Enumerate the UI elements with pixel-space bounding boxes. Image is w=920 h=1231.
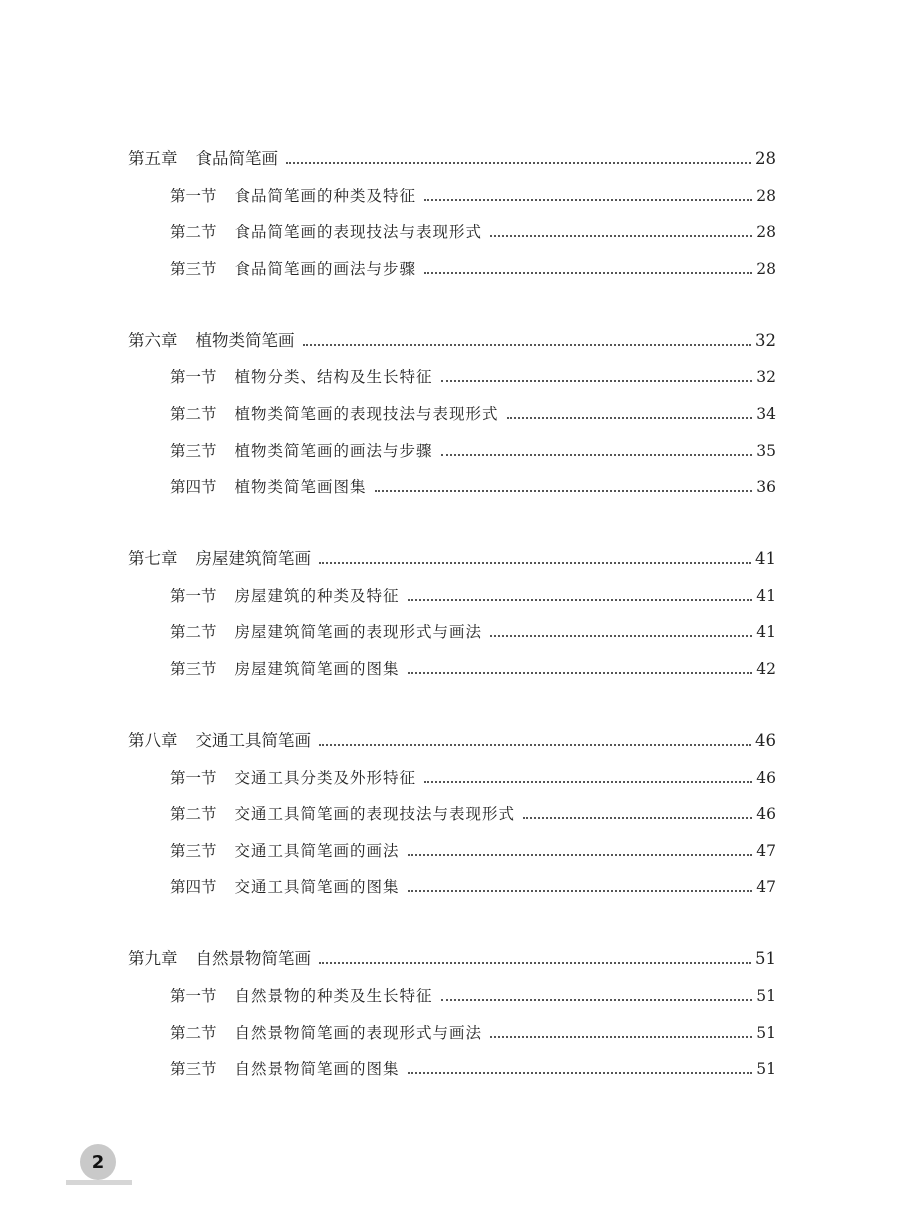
section-page: 47 [756,878,776,897]
chapter-title: 食品简笔画 [195,149,278,168]
section-title: 植物类简笔画图集 [234,478,367,497]
section-entry [128,621,776,643]
chapter-entry [128,330,776,352]
section-page: 28 [756,223,776,242]
section-title: 植物类简笔画的画法与步骤 [234,441,433,460]
dot-leader [523,817,752,819]
dot-leader [408,890,752,892]
section-page: 46 [756,768,776,787]
chapter-block [128,548,776,680]
section-entry [128,803,776,825]
chapter-number: 第八章 [128,730,178,750]
section-number: 第三节 [170,259,217,278]
section-entry [128,221,776,243]
section-page: 41 [756,586,776,605]
dot-leader [424,781,752,783]
footer-bar [66,1180,132,1185]
section-entry [128,366,776,388]
chapter-page: 41 [755,549,776,569]
section-number: 第一节 [170,768,217,787]
section-number: 第三节 [170,441,217,460]
chapter-entry [128,948,776,970]
section-entry [128,767,776,789]
section-number: 第二节 [170,404,217,423]
section-entry [128,658,776,680]
chapter-page: 32 [755,330,776,350]
section-title: 交通工具简笔画的图集 [234,878,400,897]
section-title: 自然景物简笔画的图集 [234,1060,400,1079]
chapter-page: 46 [755,730,776,750]
section-entry [128,876,776,898]
section-title: 房屋建筑简笔画的图集 [234,659,400,678]
section-title: 食品简笔画的表现技法与表现形式 [234,223,483,242]
section-page: 41 [756,623,776,642]
section-number: 第三节 [170,659,217,678]
dot-leader [490,635,752,637]
chapter-block [128,330,776,498]
chapter-block [128,148,776,280]
dot-leader [408,672,752,674]
chapter-number: 第五章 [128,149,178,168]
chapter-page: 51 [755,949,776,969]
section-number: 第二节 [170,223,217,242]
section-number: 第一节 [170,368,217,387]
section-number: 第一节 [170,186,217,205]
section-entry [128,985,776,1007]
dot-leader [441,999,752,1001]
section-number: 第一节 [170,986,217,1005]
section-title: 植物分类、结构及生长特征 [234,368,433,387]
chapter-block [128,948,776,1080]
section-title: 自然景物的种类及生长特征 [234,986,433,1005]
chapter-number: 第七章 [128,549,178,569]
dot-leader [319,562,751,564]
dot-leader [441,380,752,382]
section-entry [128,1022,776,1044]
section-page: 36 [756,478,776,497]
dot-leader [286,162,751,164]
section-title: 自然景物简笔画的表现形式与画法 [234,1023,483,1042]
section-title: 交通工具分类及外形特征 [234,768,417,787]
chapter-title: 植物类简笔画 [195,330,295,350]
section-number: 第二节 [170,805,217,824]
table-of-contents [128,148,776,1095]
dot-leader [408,854,752,856]
section-title: 食品简笔画的画法与步骤 [234,259,417,278]
dot-leader [441,454,752,456]
section-number: 第二节 [170,1023,217,1042]
section-title: 房屋建筑的种类及特征 [234,586,400,605]
section-page: 34 [756,404,776,423]
section-number: 第四节 [170,478,217,497]
section-title: 交通工具简笔画的表现技法与表现形式 [234,805,516,824]
section-number: 第四节 [170,878,217,897]
dot-leader [424,199,752,201]
section-title: 植物类简笔画的表现技法与表现形式 [234,404,499,423]
chapter-title: 房屋建筑简笔画 [195,549,311,569]
section-number: 第二节 [170,623,217,642]
section-page: 51 [756,1060,776,1079]
dot-leader [490,235,752,237]
page-footer [66,1144,132,1186]
section-number: 第一节 [170,586,217,605]
page-number-badge [80,1144,116,1180]
section-entry [128,185,776,207]
page-number: 2 [91,1151,105,1173]
section-page: 47 [756,841,776,860]
chapter-entry [128,548,776,570]
section-title: 交通工具简笔画的画法 [234,841,400,860]
dot-leader [319,744,751,746]
dot-leader [424,272,752,274]
section-number: 第三节 [170,1060,217,1079]
section-page: 28 [756,186,776,205]
section-entry [128,585,776,607]
dot-leader [408,1072,752,1074]
chapter-title: 交通工具简笔画 [195,730,311,750]
chapter-number: 第九章 [128,949,178,969]
section-page: 46 [756,805,776,824]
section-page: 51 [756,1023,776,1042]
section-entry [128,403,776,425]
dot-leader [375,490,752,492]
dot-leader [507,417,752,419]
chapter-title: 自然景物简笔画 [195,949,311,969]
section-page: 32 [756,368,776,387]
section-page: 51 [756,986,776,1005]
dot-leader [319,962,751,964]
section-entry [128,476,776,498]
section-page: 35 [756,441,776,460]
chapter-number: 第六章 [128,330,178,350]
section-entry [128,258,776,280]
dot-leader [303,344,752,346]
section-title: 房屋建筑简笔画的表现形式与画法 [234,623,483,642]
section-number: 第三节 [170,841,217,860]
section-page: 42 [756,659,776,678]
chapter-entry [128,148,776,170]
chapter-block [128,730,776,898]
section-page: 28 [756,259,776,278]
section-entry [128,840,776,862]
section-entry [128,440,776,462]
chapter-entry [128,730,776,752]
section-title: 食品简笔画的种类及特征 [234,186,417,205]
chapter-page: 28 [755,149,776,168]
section-entry [128,1058,776,1080]
dot-leader [408,599,752,601]
dot-leader [490,1036,752,1038]
